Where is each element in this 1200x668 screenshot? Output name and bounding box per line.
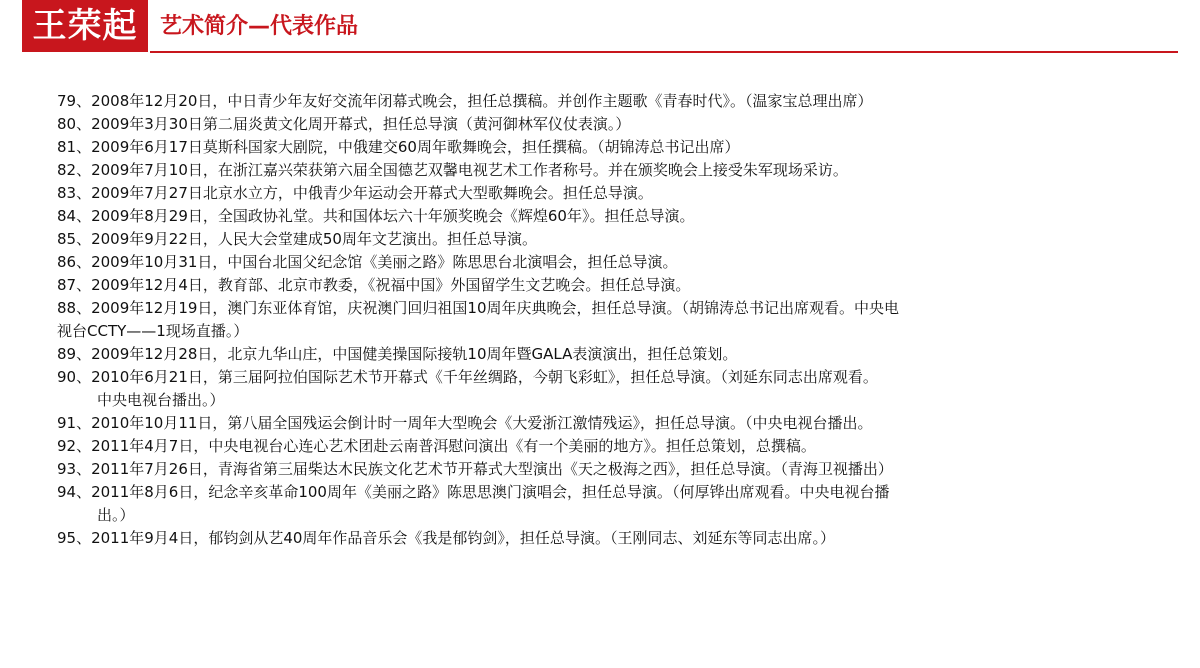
list-item: [57, 297, 1167, 343]
entry-text: 82、2009年7月10日，在浙江嘉兴荣获第六届全国德艺双馨电视艺术工作者称号。并在颁奖晚会上接受朱军现场采访。: [57, 161, 848, 179]
list-item: [57, 228, 1167, 251]
list-item: [57, 527, 1167, 550]
list-item: [57, 205, 1167, 228]
list-item: [57, 458, 1167, 481]
list-item: [57, 343, 1167, 366]
entry-text: 88、2009年12月19日，澳门东亚体育馆，庆祝澳门回归祖国10周年庆典晚会，担任总导演。（胡锦涛总书记出席观看。中央电: [57, 299, 900, 317]
list-item: [57, 136, 1167, 159]
list-item: [57, 113, 1167, 136]
entry-text: 84、2009年8月29日，全国政协礼堂。共和国体坛六十年颁奖晚会《辉煌60年》。担任总导演。: [57, 207, 695, 225]
entry-text: 87、2009年12月4日，教育部、北京市教委，《祝福中国》外国留学生文艺晚会。担任总导演。: [57, 276, 691, 294]
list-item: [57, 251, 1167, 274]
title-divider: [150, 51, 1178, 53]
entry-continuation: 中央电视台播出。）: [97, 391, 225, 409]
section-title: 艺术简介—代表作品: [160, 14, 359, 39]
list-item: [57, 435, 1167, 458]
entry-continuation: 视台CCTY——1现场直播。）: [57, 322, 249, 340]
entry-continuation: 出。）: [97, 506, 135, 524]
list-item: [57, 90, 1167, 113]
entry-text: 85、2009年9月22日，人民大会堂建成50周年文艺演出。担任总导演。: [57, 230, 537, 248]
list-item: [57, 159, 1167, 182]
entry-text: 92、2011年4月7日，中央电视台心连心艺术团赴云南普洱慰问演出《有一个美丽的地方》。担任总策划，总撰稿。: [57, 437, 816, 455]
entry-text: 94、2011年8月6日，纪念辛亥革命100周年《美丽之路》陈思思澳门演唱会，担任总导演。（何厚铧出席观看。中央电视台播: [57, 483, 890, 501]
list-item: [57, 412, 1167, 435]
entry-text: 91、2010年10月11日，第八届全国残运会倒计时一周年大型晚会《大爱浙江激情残运》，担任总导演。（中央电视台播出。: [57, 414, 873, 432]
entry-text: 80、2009年3月30日第二届炎黄文化周开幕式，担任总导演（黄河御林军仪仗表演。）: [57, 115, 631, 133]
entry-text: 86、2009年10月31日，中国台北国父纪念馆《美丽之路》陈思思台北演唱会，担任总导演。: [57, 253, 678, 271]
list-item: [57, 274, 1167, 297]
name-banner: [22, 0, 148, 52]
author-name: 王荣起: [32, 6, 138, 46]
entry-text: 95、2011年9月4日，郁钧剑从艺40周年作品音乐会《我是郁钧剑》，担任总导演。（王刚同志、刘延东等同志出席。）: [57, 529, 835, 547]
list-item: [57, 481, 1167, 527]
entry-text: 81、2009年6月17日莫斯科国家大剧院，中俄建交60周年歌舞晚会，担任撰稿。（胡锦涛总书记出席）: [57, 138, 740, 156]
entry-text: 90、2010年6月21日，第三届阿拉伯国际艺术节开幕式《千年丝绸路，今朝飞彩虹》，担任总导演。（刘延东同志出席观看。: [57, 368, 878, 386]
entry-text: 89、2009年12月28日，北京九华山庄，中国健美操国际接轨10周年暨GALA表演演出，担任总策划。: [57, 345, 738, 363]
entry-text: 93、2011年7月26日，青海省第三届柴达木民族文化艺术节开幕式大型演出《天之极海之西》，担任总导演。（青海卫视播出）: [57, 460, 893, 478]
works-list: [57, 90, 1167, 550]
list-item: [57, 366, 1167, 412]
list-item: [57, 182, 1167, 205]
entry-text: 83、2009年7月27日北京水立方，中俄青少年运动会开幕式大型歌舞晚会。担任总导演。: [57, 184, 653, 202]
entry-text: 79、2008年12月20日，中日青少年友好交流年闭幕式晚会，担任总撰稿。并创作主题歌《青春时代》。（温家宝总理出席）: [57, 92, 873, 110]
